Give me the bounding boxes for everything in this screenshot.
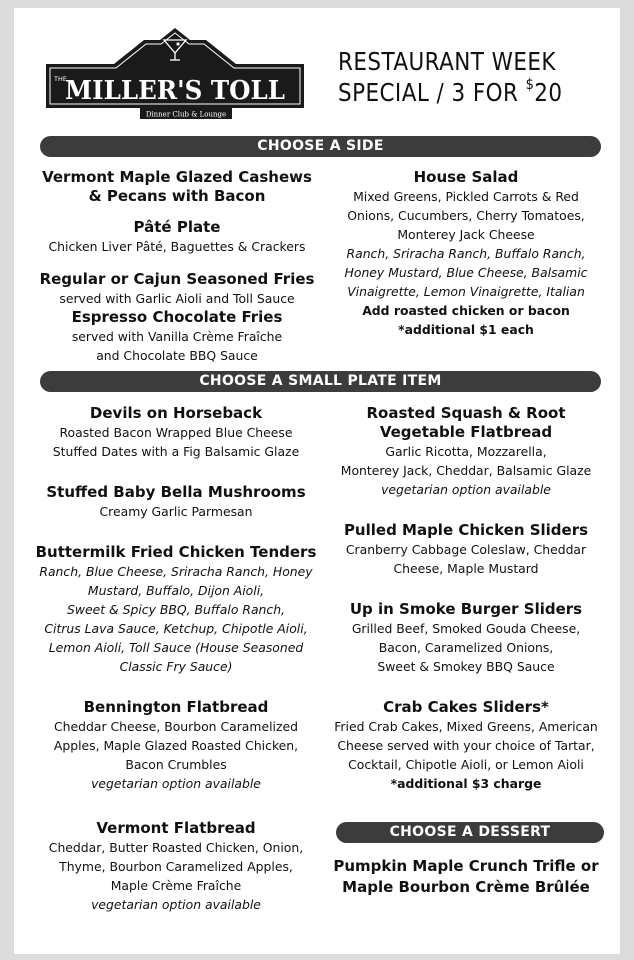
side-espresso-desc-2: and Chocolate BBQ Sauce <box>96 348 258 363</box>
header-price: 20 <box>534 78 563 107</box>
plate-crab-desc-2: Cheese served with your choice of Tartar, <box>337 738 595 753</box>
plate-bennington-desc-3: Bacon Crumbles <box>125 757 227 772</box>
logo-prefix: THE <box>54 75 67 83</box>
plate-vermont-note: vegetarian option available <box>91 897 261 912</box>
plate-smoke-title: Up in Smoke Burger Sliders <box>349 600 583 618</box>
section-bar-small-plates: CHOOSE A SMALL PLATE ITEM <box>40 371 601 392</box>
side-fries-title: Regular or Cajun Seasoned Fries <box>39 270 315 288</box>
plate-devils <box>24 404 328 461</box>
plate-pulled-chicken <box>326 521 606 578</box>
side-salad-desc-1: Mixed Greens, Pickled Carrots & Red <box>353 189 579 204</box>
plate-squash-desc-2: Monterey Jack, Cheddar, Balsamic Glaze <box>340 463 592 478</box>
plate-pulled-desc-2: Cheese, Maple Mustard <box>393 561 539 576</box>
plate-tenders-sauce-4: Citrus Lava Sauce, Ketchup, Chipotle Aioli, <box>44 621 308 636</box>
header-line-2 <box>338 77 579 108</box>
plate-squash-note: vegetarian option available <box>381 482 551 497</box>
plate-crab-title: Crab Cakes Sliders* <box>383 698 549 716</box>
plate-bennington-desc-1: Cheddar Cheese, Bourbon Caramelized <box>54 719 298 734</box>
dessert-options <box>326 856 606 898</box>
plate-squash-title-1: Roasted Squash & Root <box>366 404 566 422</box>
plate-vermont-title: Vermont Flatbread <box>96 819 256 837</box>
side-house-salad <box>326 168 606 339</box>
plate-tenders <box>24 543 328 676</box>
restaurant-week-header <box>338 46 579 108</box>
side-pate-desc: Chicken Liver Pâté, Baguettes & Crackers <box>48 239 306 254</box>
menu-page <box>14 8 620 954</box>
side-salad-dressing-2: Honey Mustard, Blue Cheese, Balsamic <box>344 265 588 280</box>
plate-devils-title: Devils on Horseback <box>89 404 263 422</box>
header-line-1: RESTAURANT WEEK <box>338 47 556 76</box>
logo-tagline: Dinner Club & Lounge <box>145 110 227 119</box>
side-salad-title: House Salad <box>413 168 519 186</box>
plate-squash-desc-1: Garlic Ricotta, Mozzarella, <box>385 444 547 459</box>
side-pate-title: Pâté Plate <box>133 218 221 236</box>
plate-tenders-title: Buttermilk Fried Chicken Tenders <box>35 543 317 561</box>
side-espresso-desc-1: served with Vanilla Crème Fraîche <box>71 329 283 344</box>
plate-vermont-desc-3: Maple Crème Fraîche <box>110 878 242 893</box>
plate-tenders-sauce-1: Ranch, Blue Cheese, Sriracha Ranch, Honey <box>39 564 313 579</box>
plate-tenders-sauce-6: Classic Fry Sauce) <box>119 659 233 674</box>
plate-smoke-desc-1: Grilled Beef, Smoked Gouda Cheese, <box>351 621 581 636</box>
header-line-2-prefix: SPECIAL / 3 FOR <box>338 78 526 107</box>
plate-bennington <box>24 698 328 793</box>
plate-squash-title-2: Vegetable Flatbread <box>379 423 553 441</box>
plate-mushrooms-desc: Creamy Garlic Parmesan <box>99 504 253 519</box>
plate-smoke-burger <box>326 600 606 676</box>
section-bar-sides: CHOOSE A SIDE <box>40 136 601 157</box>
plate-pulled-desc-1: Cranberry Cabbage Coleslaw, Cheddar <box>345 542 587 557</box>
logo-name: MILLER'S TOLL <box>65 76 285 106</box>
side-salad-desc-2: Onions, Cucumbers, Cherry Tomatoes, <box>347 208 585 223</box>
plate-vermont-desc-1: Cheddar, Butter Roasted Chicken, Onion, <box>48 840 304 855</box>
plate-tenders-sauce-2: Mustard, Buffalo, Dijon Aioli, <box>87 583 265 598</box>
plate-bennington-title: Bennington Flatbread <box>83 698 269 716</box>
currency-symbol: $ <box>525 75 535 93</box>
plate-smoke-desc-2: Bacon, Caramelized Onions, <box>378 640 554 655</box>
plate-crab-cakes <box>318 698 614 793</box>
side-fries <box>32 270 322 365</box>
plate-vermont-desc-2: Thyme, Bourbon Caramelized Apples, <box>59 859 293 874</box>
plate-bennington-desc-2: Apples, Maple Glazed Roasted Chicken, <box>53 738 299 753</box>
dessert-line-1: Pumpkin Maple Crunch Trifle or <box>333 857 599 875</box>
section-bar-dessert: CHOOSE A DESSERT <box>336 822 604 843</box>
plate-pulled-title: Pulled Maple Chicken Sliders <box>343 521 589 539</box>
millers-toll-logo <box>44 26 306 122</box>
side-salad-dressing-1: Ranch, Sriracha Ranch, Buffalo Ranch, <box>346 246 586 261</box>
plate-smoke-desc-3: Sweet & Smokey BBQ Sauce <box>377 659 555 674</box>
side-cashews-title-1: Vermont Maple Glazed Cashews <box>42 168 312 186</box>
plate-devils-desc-1: Roasted Bacon Wrapped Blue Cheese <box>59 425 293 440</box>
plate-crab-desc-1: Fried Crab Cakes, Mixed Greens, American <box>334 719 598 734</box>
plate-mushrooms-title: Stuffed Baby Bella Mushrooms <box>46 483 306 501</box>
plate-crab-addon: *additional $3 charge <box>390 776 542 791</box>
plate-mushrooms <box>24 483 328 521</box>
plate-tenders-sauce-3: Sweet & Spicy BBQ, Buffalo Ranch, <box>66 602 286 617</box>
plate-squash <box>326 404 606 499</box>
side-cashews <box>32 168 322 206</box>
plate-devils-desc-2: Stuffed Dates with a Fig Balsamic Glaze <box>52 444 300 459</box>
side-espresso-title: Espresso Chocolate Fries <box>71 308 283 326</box>
plate-vermont <box>24 819 328 914</box>
side-cashews-title-2: & Pecans with Bacon <box>88 187 266 205</box>
side-salad-dressing-3: Vinaigrette, Lemon Vinaigrette, Italian <box>347 284 585 299</box>
plate-bennington-note: vegetarian option available <box>91 776 261 791</box>
side-salad-addon-2: *additional $1 each <box>398 322 534 337</box>
plate-tenders-sauce-5: Lemon Aioli, Toll Sauce (House Seasoned <box>48 640 304 655</box>
dessert-line-2: Maple Bourbon Crème Brûlée <box>342 878 590 896</box>
side-salad-desc-3: Monterey Jack Cheese <box>397 227 535 242</box>
side-salad-addon-1: Add roasted chicken or bacon <box>362 303 570 318</box>
plate-crab-desc-3: Cocktail, Chipotle Aioli, or Lemon Aioli <box>348 757 584 772</box>
side-pate <box>32 218 322 256</box>
side-fries-desc: served with Garlic Aioli and Toll Sauce <box>59 291 295 306</box>
